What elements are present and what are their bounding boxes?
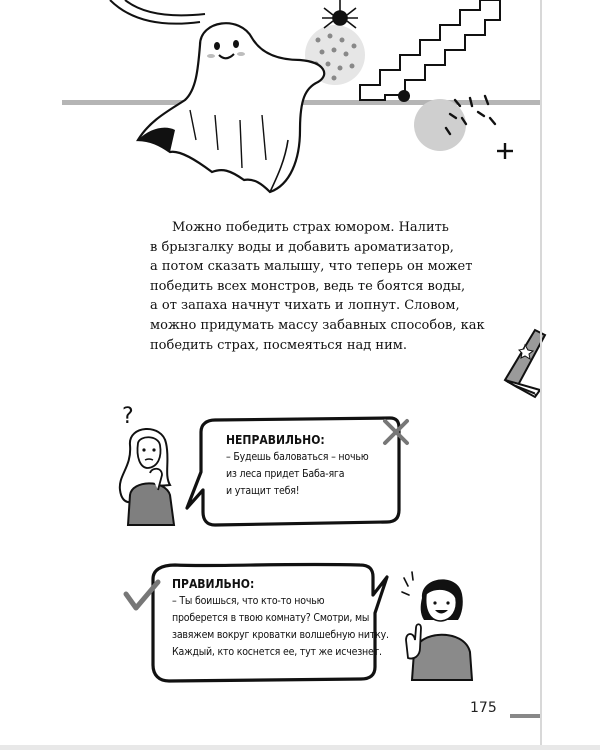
wrong-heading: НЕПРАВИЛЬНО: xyxy=(226,433,325,447)
body-paragraph xyxy=(150,218,500,355)
right-heading: ПРАВИЛЬНО: xyxy=(172,577,255,591)
cross-mark-icon xyxy=(382,418,412,448)
wrong-line: и утащит тебя! xyxy=(226,485,300,497)
body-line: победить всех монстров, ведь те боятся воды, xyxy=(150,278,466,294)
wrong-line: – Будешь баловаться – ночью xyxy=(226,451,369,463)
staircase-shape xyxy=(360,0,500,100)
idea-lines-icon xyxy=(402,572,413,595)
right-line: проберется в твою комнату? Смотри, мы xyxy=(172,612,370,624)
page-edge-bottom xyxy=(0,745,600,750)
smiling-woman-illustration xyxy=(400,568,475,688)
rainbow-arcs xyxy=(110,0,205,24)
gray-circle xyxy=(414,99,466,151)
body-line: в брызгалку воды и добавить ароматизатор, xyxy=(150,239,454,255)
plus-icon xyxy=(497,143,513,159)
black-dot xyxy=(398,90,410,102)
check-mark-icon xyxy=(122,578,162,618)
body-line: победить страх, посмеяться над ним. xyxy=(150,337,408,353)
top-decoration-illustration xyxy=(0,0,600,210)
body-line: Можно победить страх юмором. Налить xyxy=(172,220,449,235)
page-edge-right xyxy=(540,0,542,750)
body-line: а потом сказать малышу, что теперь он может xyxy=(150,259,473,275)
ghost-illustration xyxy=(138,23,324,192)
right-line: – Ты боишься, что кто-то ночью xyxy=(172,595,325,607)
right-line: завяжем вокруг кроватки волшебную нитку. xyxy=(172,629,389,641)
book-doodle xyxy=(495,325,555,405)
spider-icon xyxy=(322,0,358,28)
page-number: 175 xyxy=(470,700,497,716)
right-line: Каждый, кто коснется ее, тут же исчезнет. xyxy=(172,646,382,658)
confused-woman-illustration xyxy=(110,395,180,535)
wrong-example-text xyxy=(226,432,368,500)
wrong-line: из леса придет Баба-яга xyxy=(226,468,345,480)
body-line: а от запаха начнут чихать и лопнут. Словом, xyxy=(150,298,460,314)
body-line: можно придумать массу забавных способов, как xyxy=(150,317,485,333)
page-number-rule xyxy=(510,714,540,718)
right-example-text xyxy=(172,576,389,661)
question-mark-icon: ? xyxy=(122,404,134,429)
